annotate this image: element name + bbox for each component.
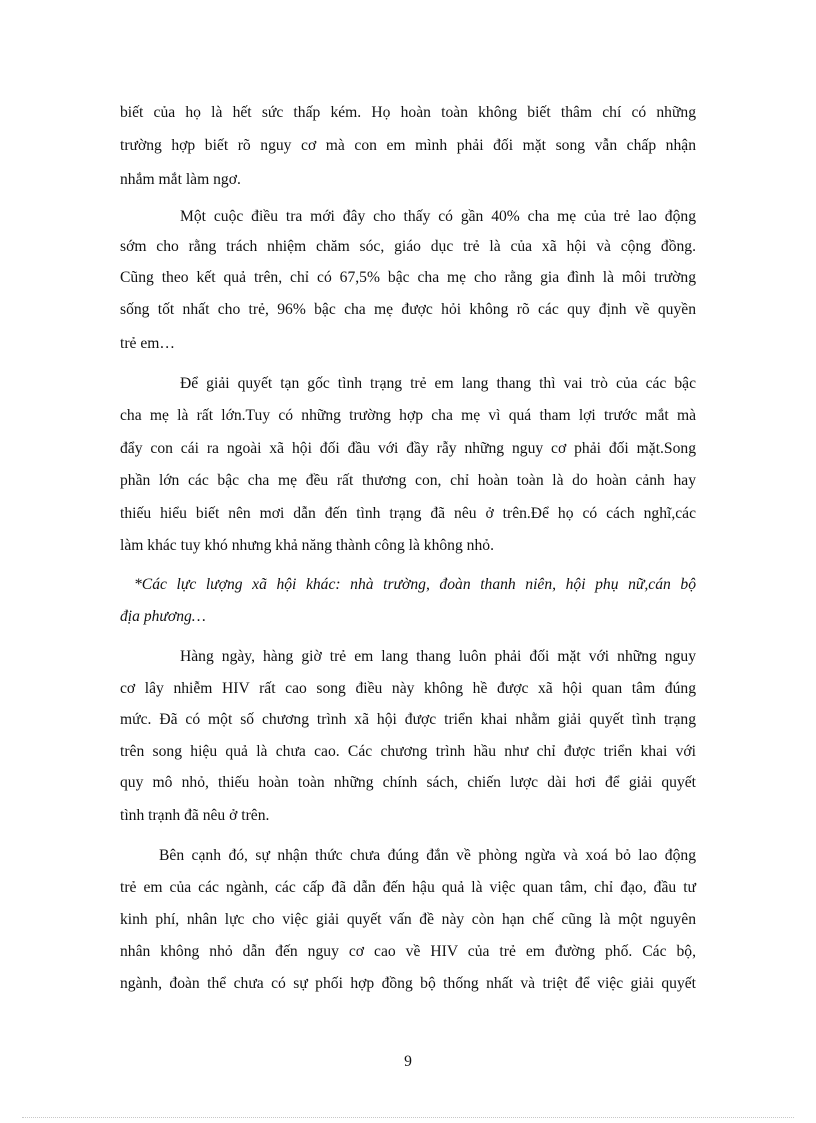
text-line: nhân không nhỏ dẫn đến nguy cơ cao về HIV của trẻ em đường phố. Các bộ, <box>120 943 696 960</box>
text-line: biết của họ là hết sức thấp kém. Họ hoàn toàn không biết thâm chí có những <box>120 104 696 121</box>
section-heading-continuation: địa phương… <box>120 608 206 625</box>
text-line: tình trạnh đã nêu ở trên. <box>120 807 270 824</box>
text-line: phần lớn các bậc cha mẹ đều rất thương con, chỉ hoàn toàn là do hoàn cảnh hay <box>120 472 696 489</box>
text-line: cơ lây nhiễm HIV rất cao song điều này không hề được xã hội quan tâm đúng <box>120 680 696 697</box>
text-line: trẻ em của các ngành, các cấp đã dẫn đến hậu quả là việc quan tâm, chỉ đạo, đầu tư <box>120 879 696 896</box>
section-heading: *Các lực lượng xã hội khác: nhà trường, đoàn thanh niên, hội phụ nữ,cán bộ <box>134 576 696 593</box>
text-line: trên song hiệu quả là chưa cao. Các chương trình hầu như chỉ được triển khai với <box>120 743 696 760</box>
paragraph-first-line: Hàng ngày, hàng giờ trẻ em lang thang luôn phải đối mặt với những nguy <box>180 648 696 665</box>
text-line: nhắm mắt làm ngơ. <box>120 171 241 188</box>
footer-dotted-rule <box>22 1117 794 1118</box>
text-line: đẩy con cái ra ngoài xã hội đối đầu với đầy rẫy những nguy cơ phải đối mặt.Song <box>120 440 696 457</box>
paragraph-first-line: Để giải quyết tạn gốc tình trạng trẻ em lang thang thì vai trò của các bậc <box>180 375 696 392</box>
text-line: kinh phí, nhân lực cho việc giải quyết vấn đề này còn hạn chế cũng là một nguyên <box>120 911 696 928</box>
text-line: sớm cho rằng trách nhiệm chăm sóc, giáo dục trẻ là của xã hội và cộng đồng. <box>120 238 696 255</box>
text-line: làm khác tuy khó nhưng khả năng thành công là không nhỏ. <box>120 537 494 554</box>
page-number: 9 <box>404 1053 412 1070</box>
text-line: quy mô nhỏ, thiếu hoàn toàn những chính sách, chiến lược dài hơi để giải quyết <box>120 774 696 791</box>
paragraph-first-line: Bên cạnh đó, sự nhận thức chưa đúng đắn về phòng ngừa và xoá bỏ lao động <box>159 847 696 864</box>
text-line: cha mẹ là rất lớn.Tuy có những trường hợp cha mẹ vì quá tham lợi trước mắt mà <box>120 407 696 424</box>
text-line: Cũng theo kết quả trên, chỉ có 67,5% bậc cha mẹ cho rằng gia đình là môi trường <box>120 269 696 286</box>
paragraph-first-line: Một cuộc điều tra mới đây cho thấy có gần 40% cha mẹ của trẻ lao động <box>180 208 696 225</box>
text-line: thiếu hiểu biết nên mơi dẫn đến tình trạng đã nêu ở trên.Để họ có cách nghĩ,các <box>120 505 696 522</box>
text-line: mức. Đã có một số chương trình xã hội được triển khai nhằm giải quyết tình trạng <box>120 711 696 728</box>
text-line: sống tốt nhất cho trẻ, 96% bậc cha mẹ được hỏi không rõ các quy định về quyền <box>120 301 696 318</box>
text-line: trường hợp biết rõ nguy cơ mà con em mình phải đối mặt song vẫn chấp nhận <box>120 137 696 154</box>
text-line: trẻ em… <box>120 335 175 352</box>
text-line: ngành, đoàn thể chưa có sự phối hợp đồng bộ thống nhất và triệt để việc giải quyết <box>120 975 696 992</box>
